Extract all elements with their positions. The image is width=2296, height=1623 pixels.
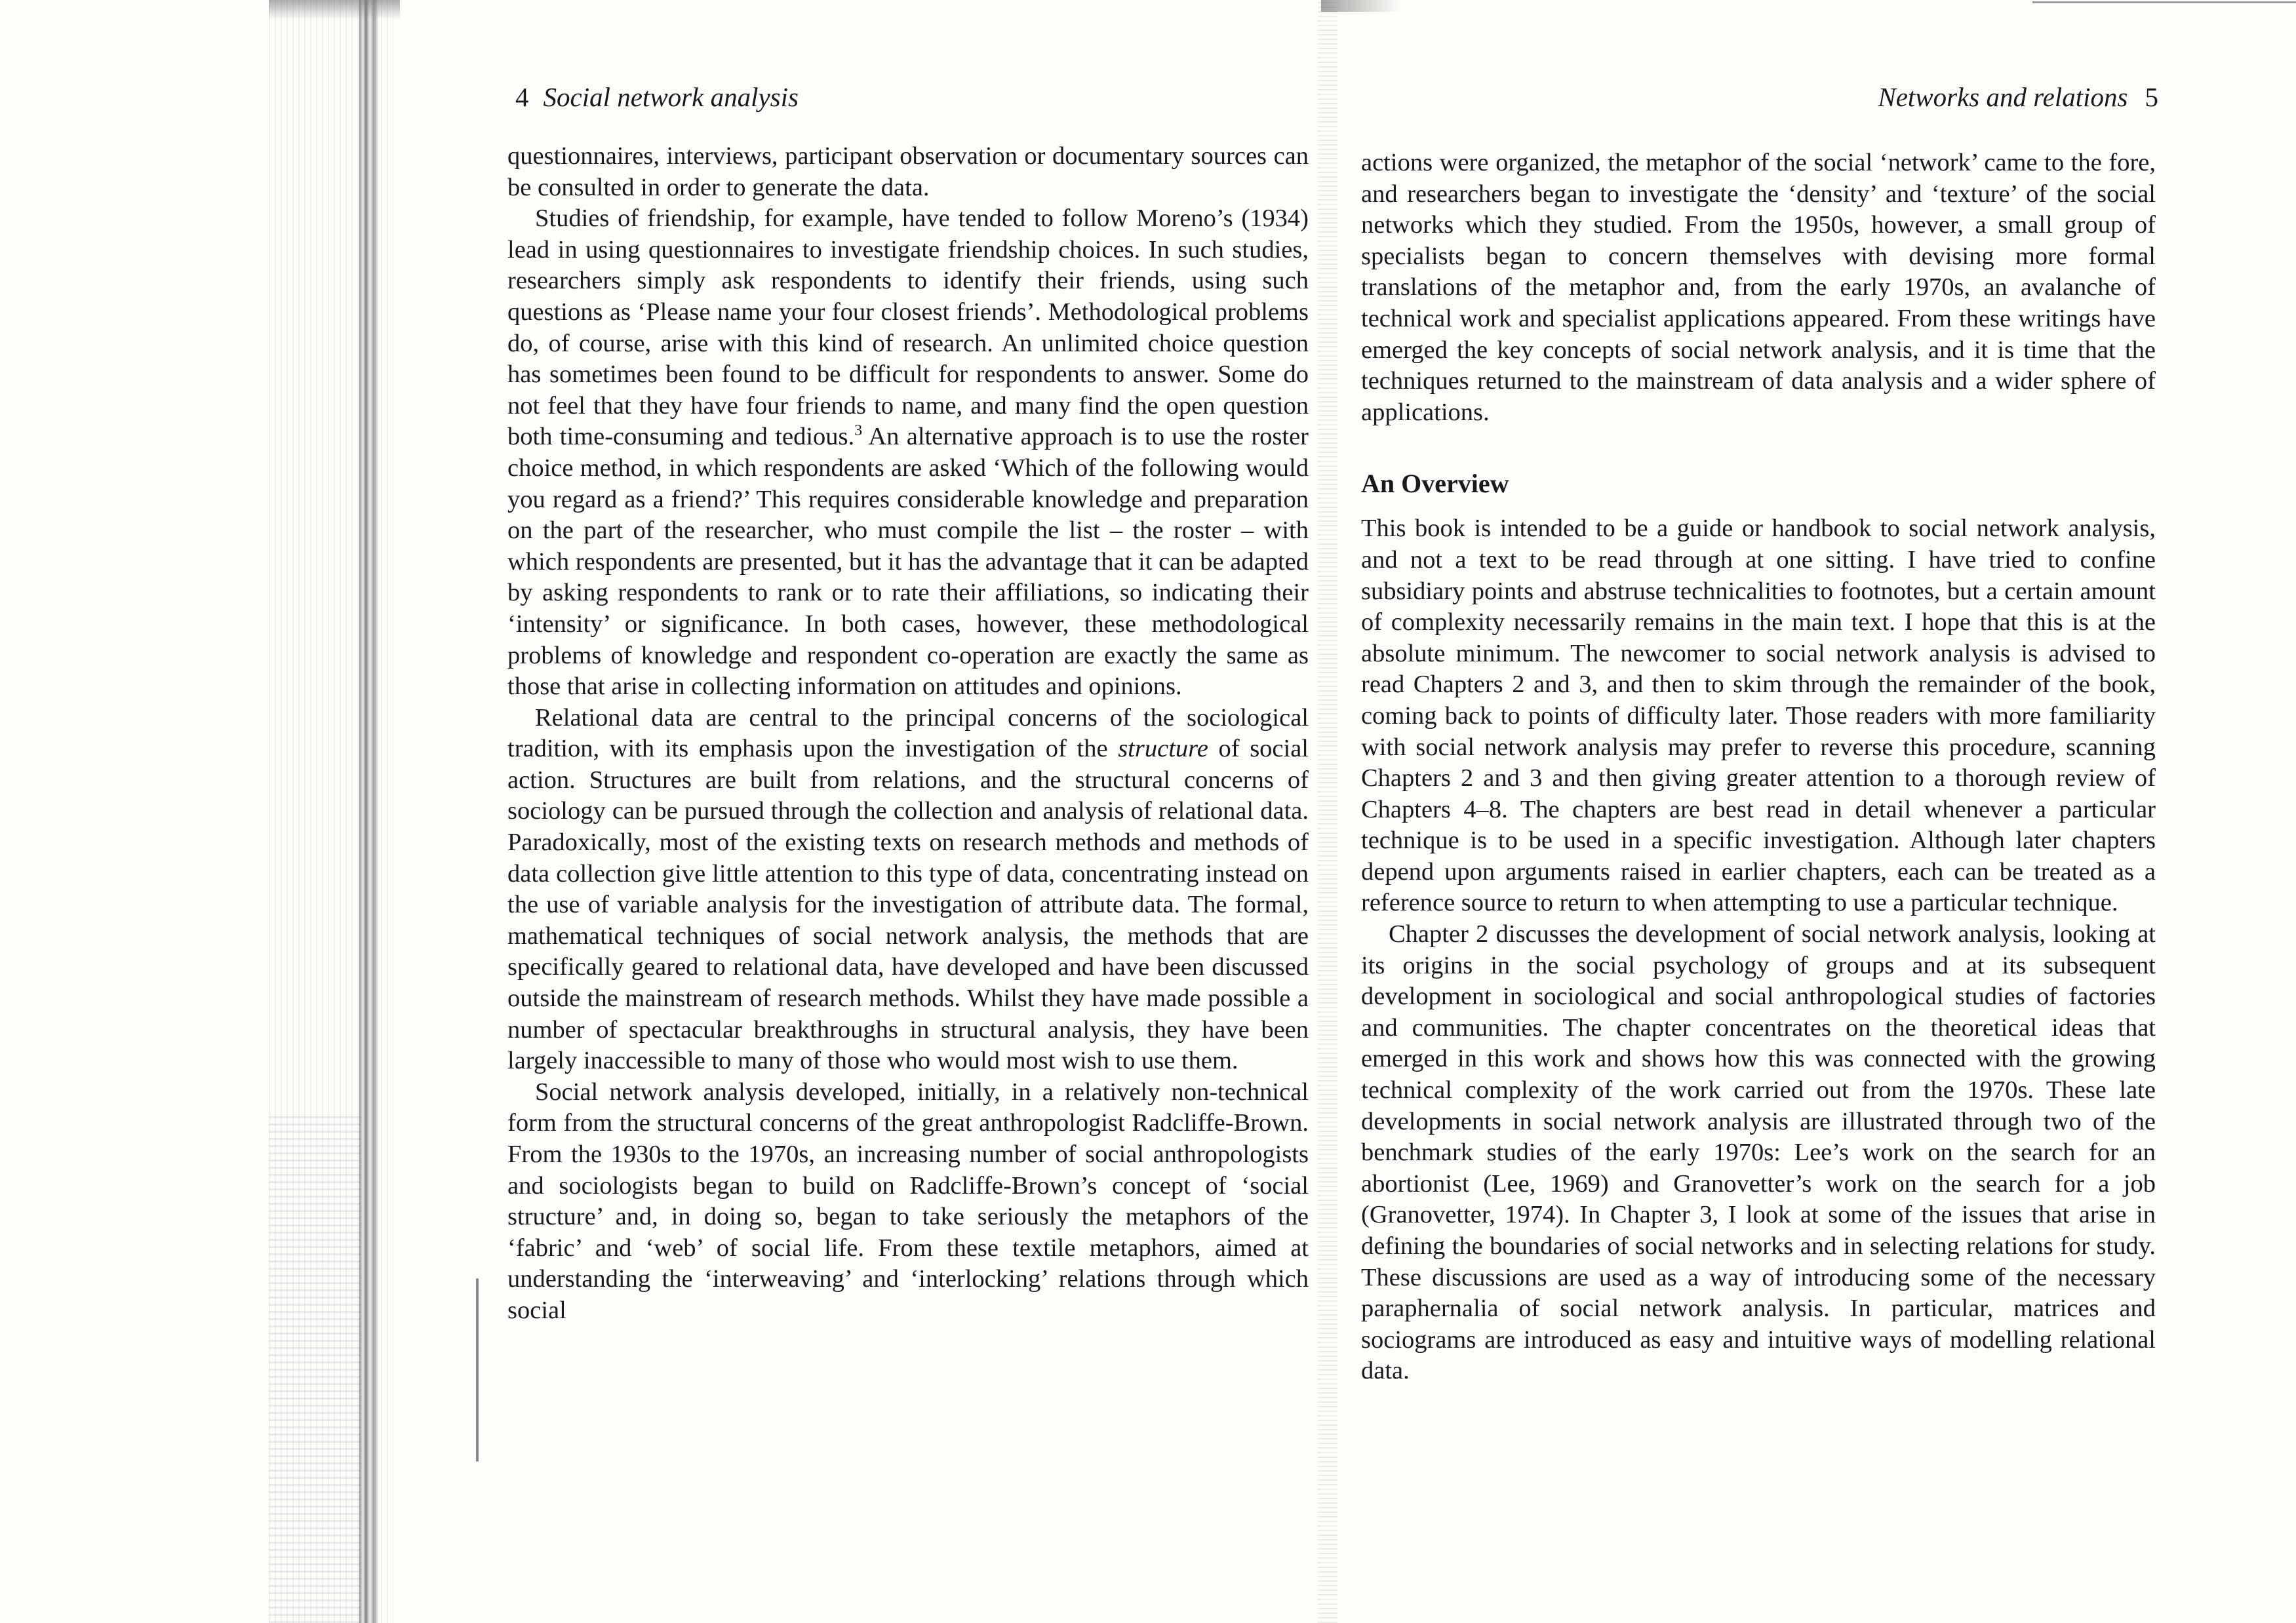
binding-speckle (269, 1114, 361, 1623)
italic-term-structure: structure (1118, 735, 1208, 763)
left-paragraph-2-part-1: Studies of friendship, for example, have tended to follow Moreno’s (1934) lead in using questionnaires to investigate friendship choices. In such studies, researchers simply ask respondents to identify their friends, using such questions as ‘Please name your four closest friends’. Methodological problems do, of course, arise with this kind of research. An unlimited choice question has sometimes been found to be difficult for respondents to answer. Some do not feel that they have four friends to name, and many find the open question both time-consuming and tedious. (507, 205, 1309, 451)
scan-top-rule (2032, 1, 2296, 3)
right-paragraph-1: actions were organized, the metaphor of the social ‘network’ came to the fore, and researchers began to investigate the ‘density’ and ‘texture’ of the social networks which they studied. From the 1950s, however, a small group of specialists began to concern themselves with devising more formal translations of the metaphor and, from the early 1970s, an avalanche of technical work and specialist applications appeared. From these writings have emerged the key concepts of social network analysis, and it is time that the techniques returned to the mainstream of data analysis and a wider sphere of applications. (1361, 149, 2156, 426)
gutter-shadow (1321, 0, 1400, 12)
scan-smudge (269, 0, 400, 20)
left-running-title: Social network analysis (543, 82, 799, 112)
page-gutter (1318, 0, 1337, 1623)
left-paragraph-3 (507, 703, 1309, 1077)
left-page-number: 4 (515, 82, 529, 112)
left-paragraph-4: Social network analysis developed, initially, in a relatively non-technical form from the structural concerns of the great anthropologist Radcliffe-Brown. From the 1930s to the 1970s, an increasing number of social anthropologists and sociologists began to build on Radcliffe-Brown’s concept of ‘social structure’ and, in doing so, began to take seriously the metaphors of the ‘fabric’ and ‘web’ of social life. From these textile metaphors, aimed at understanding the ‘interweaving’ and ‘interlocking’ relations through which social (507, 1078, 1309, 1324)
right-page-number: 5 (2145, 82, 2158, 112)
left-paragraph-3-part-1: Relational data are central to the principal concerns of the sociological tradition, with its emphasis upon the investigation of the (507, 703, 1309, 763)
left-running-head (515, 77, 799, 117)
right-running-head (1878, 77, 2158, 117)
left-paragraph-2-part-2: An alternative approach is to use the roster choice method, in which respondents are asked ‘Which of the following would you regard as a friend?’ This requires considerable knowledge and preparation on the part of the researcher, who must compile the list – the roster – with which respondents are presented, but it has the advantage that it can be adapted by asking respondents to rank or to rate their affiliations, so indicating their ‘intensity’ or significance. In both cases, however, these methodological problems of knowledge and respondent co-operation are exactly the same as those that arise in collecting information on attitudes and opinions. (507, 423, 1309, 701)
overview-paragraph-2: Chapter 2 discusses the development of social network analysis, looking at its origins in the social psychology of groups and at its subsequent development in sociological and social anthropological studies of factories and communities. The chapter concentrates on the theoretical ideas that emerged in this work and shows how this was connected with the growing technical complexity of the work carried out from the 1970s. These late developments in social network analysis are illustrated through two of the benchmark studies of the early 1970s: Lee’s work on the search for an abortionist (Lee, 1969) and Granovetter’s work on the search for a job (Granovetter, 1974). In Chapter 3, I look at some of the issues that arise in defining the boundaries of social networks and in selecting relations for study. These discussions are used as a way of introducing some of the necessary paraphernalia of social network analysis. In particular, matrices and sociograms are introduced as easy and intuitive ways of modelling relational data. (1361, 920, 2156, 1385)
margin-pencil-mark (476, 1278, 479, 1462)
binding-edge (359, 0, 379, 1623)
right-running-title: Networks and relations (1878, 82, 2128, 112)
left-page-body (507, 141, 1309, 1327)
left-paragraph-2 (507, 203, 1309, 703)
footnote-marker: 3 (854, 422, 863, 440)
right-page-body (1361, 147, 2156, 1387)
section-heading: An Overview (1361, 469, 1509, 499)
overview-paragraph-1: This book is intended to be a guide or handbook to social network analysis, and not a text to be read through at one sitting. I have tried to confine subsidiary points and abstruse technicalities to footnotes, but a certain amount of complexity necessarily remains in the main text. I hope that this is at the absolute minimum. The newcomer to social network analysis is advised to read Chapters 2 and 3, and then to skim through the remainder of the book, coming back to points of difficulty later. Those readers with more familiarity with social network analysis may prefer to reverse this procedure, scanning Chapters 2 and 3 and then giving greater attention to a thorough review of Chapters 4–8. The chapters are best read in detail whenever a particular technique is to be used in a specific investigation. Although later chapters depend upon arguments raised in earlier chapters, each can be treated as a reference source to return to when attempting to use a particular technique. (1361, 515, 2156, 917)
left-paragraph-3-part-2: of social action. Structures are built from relations, and the structural concerns of sociology can be pursued through the collection and analysis of relational data. Paradoxically, most of the existing texts on research methods and methods of data collection give little attention to this type of data, concentrating instead on the use of variable analysis for the investigation of attribute data. The formal, mathematical techniques of social network analysis, the methods that are specifically geared to relational data, have developed and have been discussed outside the mainstream of research methods. Whilst they have made possible a number of spectacular breakthroughs in structural analysis, they have been largely inaccessible to many of those who would most wish to use them. (507, 735, 1309, 1075)
left-paragraph-1: questionnaires, interviews, participant observation or documentary sources can be consulted in order to generate the data. (507, 142, 1309, 201)
